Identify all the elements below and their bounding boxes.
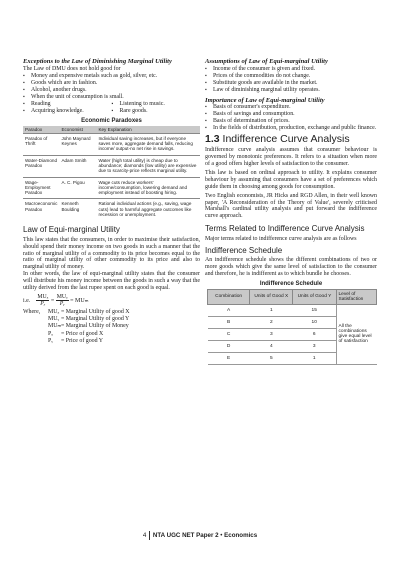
table-header: Combination (208, 289, 250, 304)
list-pair (23, 108, 200, 115)
table-cell: 15 (293, 304, 336, 316)
table-header: Units of Good Y (293, 289, 336, 304)
list-item: ▪ Reading (23, 101, 112, 108)
where-symbol: Pₓ (48, 330, 53, 337)
schedule-text: An indifference schedule shows the different combinations of two or more goods which give the same level of satisfaction to the consumer and therefore, he is indifferent as to which bundle he chooses. (205, 256, 377, 277)
page-number: 4 (142, 532, 147, 540)
where-definition: = Price of good Y (61, 337, 104, 344)
ica-paragraph: This law is based on ordinal approach to utility. It explains consumer behaviour by assuming that consumers have a set of preferences which guide them in choosing among goods for consumption. (205, 169, 377, 190)
table-cell: Water-Diamond Paradox (23, 155, 59, 177)
ica-paragraph: Two English economists, JR Hicks and RGD Allen, in their well known paper, 'A Reconsideration of the Theory of Value', severely criticised Marshall's cardinal utility analysis and put forward the indifference curve approach. (205, 192, 377, 220)
formula-numerator: MUₓ (37, 294, 49, 301)
table-cell: Wage cuts reduce workers' income/consumption, lowering demand and employment instead of boosting hiring. (96, 177, 200, 199)
table-row (23, 133, 200, 155)
where-definition: = Marginal Utility of Money (61, 323, 129, 330)
footer-divider (149, 531, 150, 540)
table-cell: 3 (250, 328, 293, 340)
section-number: 1.3 (205, 133, 220, 146)
paradoxes-table (23, 126, 200, 221)
table-header: Units of Good X (250, 289, 293, 304)
table-cell: Adam Smith (59, 155, 96, 177)
list-item: ▪ Listening to music. (112, 101, 201, 108)
table-header-row (208, 289, 377, 304)
table-row (23, 177, 200, 199)
list-item: ▪ Basis of savings and consumption. (205, 111, 377, 118)
table-header-row (23, 126, 200, 134)
ica-paragraph: Indifference curve analysis assumes that consumer behaviour is governed by monotonic preferences. It refers to a situation when more of a good offers higher levels of satisfaction to the consumer. (205, 147, 377, 167)
where-symbol: MUᵧ (48, 316, 60, 323)
list-item: ▪ Goods which are in fashion. (23, 80, 200, 87)
section-title: Indifference Curve Analysis (222, 133, 350, 146)
table-cell: Paradox of Thrift (23, 133, 59, 155)
equi-paragraph: In other words, the law of equi-marginal utility states that the consumer will distribute his money income between the goods in such a way that the utility derived from the last rupee spent on each good is equal. (23, 271, 200, 292)
table-row (23, 199, 200, 220)
where-symbol: MUₓ (48, 309, 60, 316)
formula-denominator: Pᵧ (59, 301, 65, 308)
table-header: Paradox (23, 126, 59, 134)
list-item: ▪ Law of diminishing marginal utility operates. (205, 87, 377, 94)
table-cell: Wage-Employment Paradox (23, 177, 59, 199)
where-definition: = Marginal Utility of good X (61, 309, 130, 316)
list-item: ▪ Rare goods. (112, 108, 201, 115)
table-cell: Macroeconomic Paradox (23, 199, 59, 220)
table-cell: A (208, 304, 250, 316)
list-item: ▪ Money and expensive metals such as gold, silver, etc. (23, 73, 200, 80)
formula-prefix: i.e. (23, 297, 31, 304)
equi-heading: Law of Equi-marginal Utility (23, 225, 120, 235)
list-item: ▪ Prices of the commodities do not change. (205, 73, 377, 80)
exceptions-list (23, 73, 200, 115)
equi-paragraph: This law states that the consumers, in order to maximise their satisfaction, should spend their money income on two goods in such a manner that the ratio of marginal utility of a commodity to its price becomes equal to the ratio of marginal utility of other commodity to its price and also to marginal utility of money. (23, 236, 200, 271)
where-symbol: MUₘ (48, 323, 62, 330)
list-item: ▪ Acquiring knowledge. (23, 108, 112, 115)
subject-title: Economics (224, 532, 258, 540)
table-cell: 3 (293, 340, 336, 352)
where-definition: = Price of good X (61, 330, 104, 337)
where-label: Where, (23, 309, 41, 316)
table-header: Economist (59, 126, 96, 134)
where-definition: = Marginal Utility of good Y (61, 316, 130, 323)
table-cell: All the combinations give equal level of satisfaction (336, 304, 376, 364)
indifference-table (207, 289, 377, 365)
table-cell: 10 (293, 316, 336, 328)
table-cell: Kenneth Boulding (59, 199, 96, 220)
table-cell: Water (high total utility) is cheap due to abundance; diamonds (low utility) are expensive due to scarcity-price reflects marginal utility. (96, 155, 200, 177)
where-item (23, 323, 200, 330)
where-item (23, 338, 200, 345)
table-cell: A. C. Pigou (59, 177, 96, 199)
list-pair (23, 101, 200, 108)
book-title: NTA UGC NET Paper 2 (152, 532, 219, 540)
table-cell: D (208, 340, 250, 352)
table-cell: 6 (293, 328, 336, 340)
table-cell: 2 (250, 316, 293, 328)
table-cell: Rational individual actions (e.g., saving, wage cuts) lead to harmful aggregate outcomes like recession or unemployment. (96, 199, 200, 220)
where-symbol: Pᵧ (48, 337, 53, 344)
exceptions-heading: Exceptions to the Law of Diminishing Marginal Utility (23, 58, 172, 65)
table-cell: 5 (250, 352, 293, 364)
list-item: ▪ Alcohol, another drugs. (23, 87, 200, 94)
importance-heading: Importance of Law of Equi-marginal Utility (205, 96, 325, 104)
formula-denominator: Pₓ (40, 301, 46, 308)
table-row (23, 155, 200, 177)
table-cell: B (208, 316, 250, 328)
table-cell: 1 (250, 304, 293, 316)
table-cell: C (208, 328, 250, 340)
right-column (205, 58, 377, 365)
equals-sign: = (50, 297, 55, 304)
list-item: ▪ Income of the consumer is given and fixed. (205, 66, 377, 73)
where-list (23, 309, 200, 345)
bullet-icon: • (220, 532, 223, 540)
list-item: ▪ Basis of consumer's expenditure. (205, 104, 377, 111)
list-item: ▪ In the fields of distribution, production, exchange and public finance. (205, 125, 377, 132)
table-cell: E (208, 352, 250, 364)
table-row (208, 304, 377, 316)
table-cell: John Maynard Keynes (59, 133, 96, 155)
terms-intro: Major terms related to indifference curve analysis are as follows (205, 235, 357, 242)
formula-fraction-x (36, 294, 49, 307)
list-item: ▪ Basis of determination of prices. (205, 118, 377, 125)
formula-fraction-y (56, 294, 69, 307)
schedule-caption: Indifference Schedule (259, 280, 323, 287)
page-footer (0, 531, 400, 540)
list-item: ▪ Substitute goods are available in the market. (205, 80, 377, 87)
list-item: ▪ When the unit of consumption is small. (23, 94, 200, 101)
table-header: Level of Satisfaction (336, 289, 376, 304)
exceptions-intro: The Law of DMU does not hold good for (23, 65, 121, 72)
formula-result: = MUₘ (70, 297, 89, 304)
table-cell: 1 (293, 352, 336, 364)
formula-numerator: MUᵧ (56, 294, 68, 301)
assumptions-heading: Assumptions of Law of Equi-marginal Utility (205, 58, 328, 65)
section-heading (205, 134, 377, 145)
where-item (23, 331, 200, 338)
equi-formula (23, 294, 200, 307)
table-cell: Individual saving increases, but if everyone saves more, aggregate demand falls, reducing income/ output-no net rise in savings. (96, 133, 200, 155)
terms-heading: Terms Related to Indifference Curve Analysis (205, 224, 365, 234)
table-header: Key Explanation (96, 126, 200, 134)
table-cell: 4 (250, 340, 293, 352)
schedule-heading: Indifference Schedule (205, 245, 283, 255)
left-column (23, 58, 200, 345)
paradoxes-caption: Economic Paradoxes (81, 117, 142, 124)
